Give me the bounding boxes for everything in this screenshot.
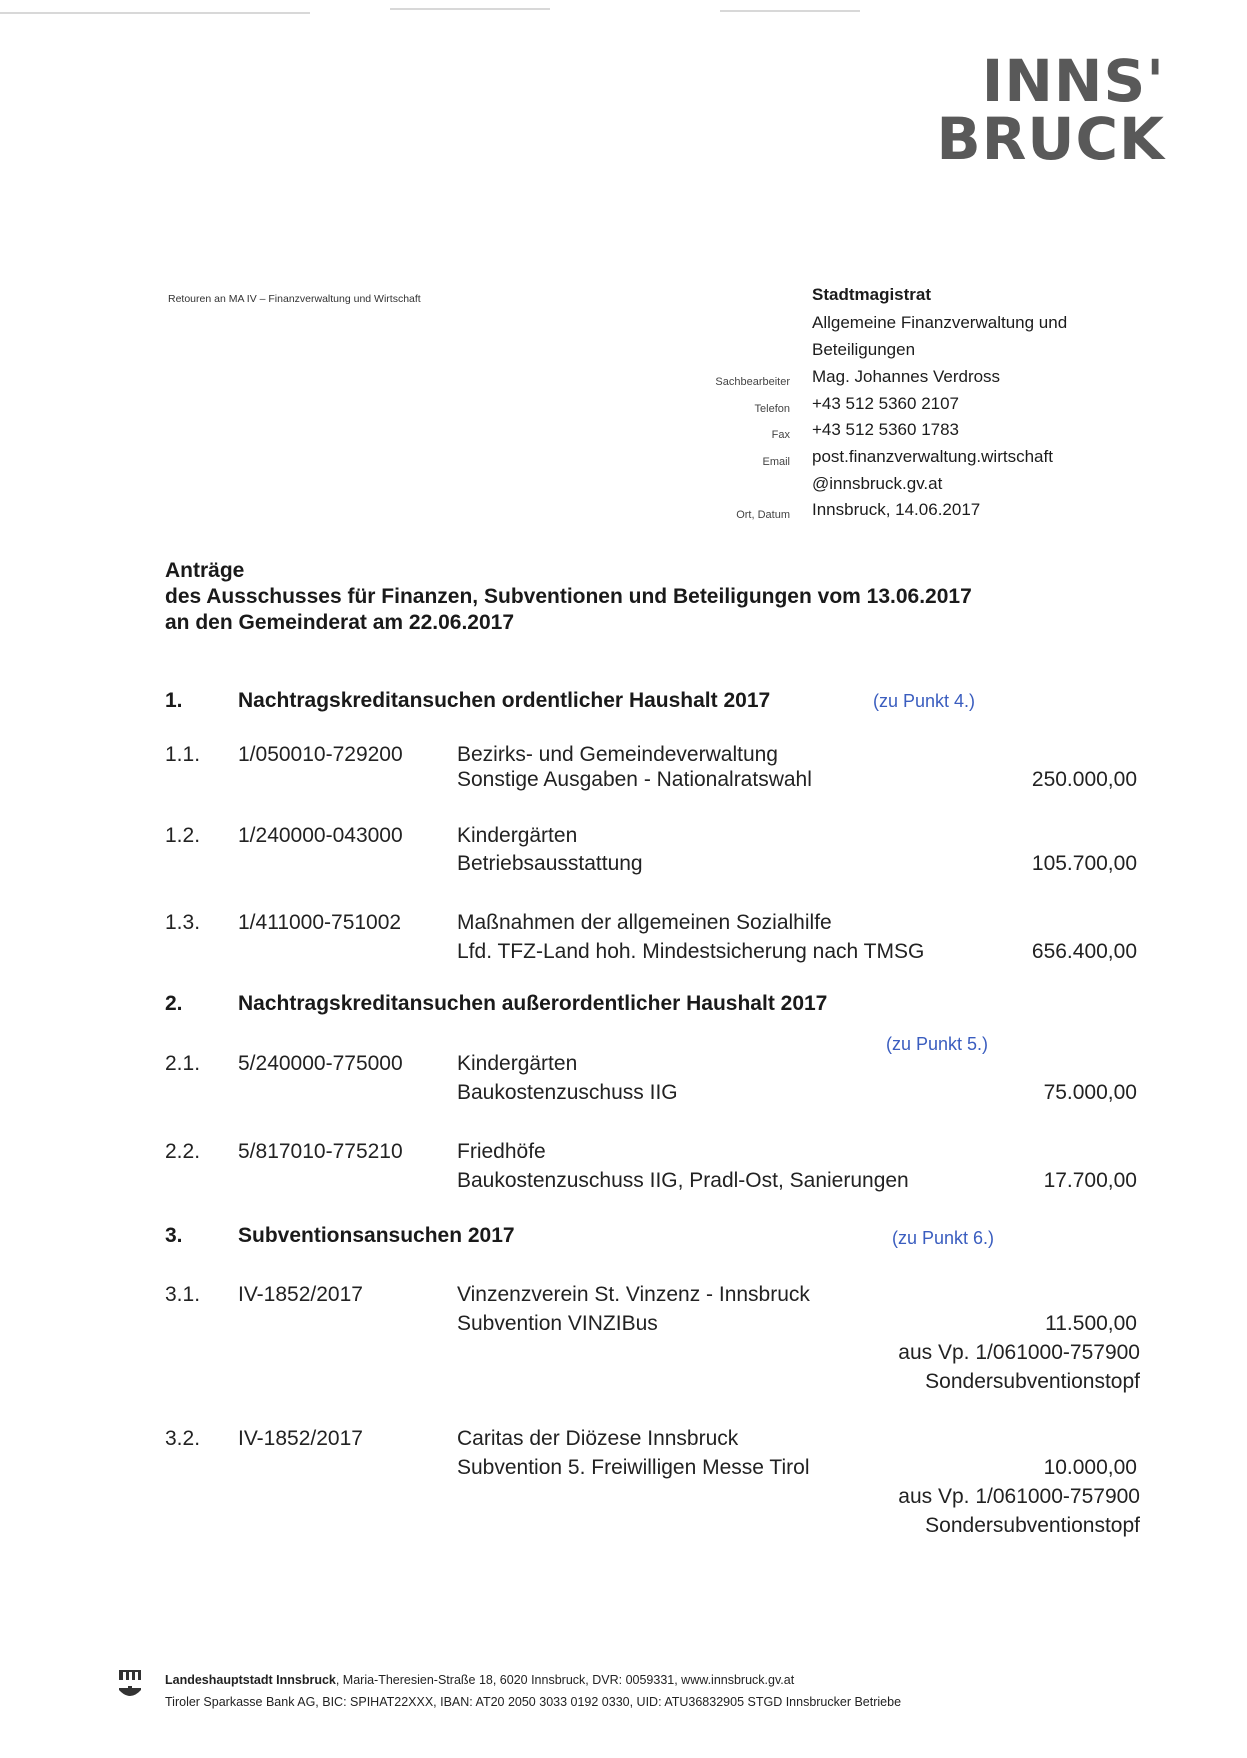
- item-account: IV-1852/2017: [238, 1283, 363, 1306]
- fax-label: Fax: [771, 429, 790, 441]
- section-number: 1.: [165, 689, 183, 712]
- item-text-2: Betriebsausstattung: [457, 852, 643, 875]
- clerk-name: Mag. Johannes Verdross: [812, 367, 1001, 386]
- item-account: 5/817010-775210: [238, 1140, 403, 1163]
- clerk-label: Sachbearbeiter: [715, 376, 790, 388]
- item-text-1: Vinzenzverein St. Vinzenz - Innsbruck: [457, 1283, 810, 1306]
- sender-dept-1: Allgemeine Finanzverwaltung und: [812, 313, 1068, 332]
- footer-address: , Maria-Theresien-Straße 18, 6020 Innsbruck, DVR: 0059331, www.innsbruck.gv.at: [335, 1673, 795, 1687]
- item-note-2: Sondersubventionstopf: [925, 1514, 1140, 1537]
- item-number: 1.2.: [165, 824, 201, 847]
- phone-label: Telefon: [754, 403, 790, 415]
- item-text-1: Maßnahmen der allgemeinen Sozialhilfe: [457, 911, 832, 934]
- doc-title-line-2: des Ausschusses für Finanzen, Subventionen und Beteiligungen vom 13.06.2017: [165, 585, 972, 608]
- item-amount: 11.500,00: [1045, 1312, 1137, 1335]
- item-amount: 105.700,00: [1031, 852, 1137, 875]
- item-text-1: Kindergärten: [457, 1052, 578, 1075]
- item-account: 5/240000-775000: [238, 1052, 403, 1075]
- scan-line: [0, 12, 310, 14]
- section-title: Nachtragskreditansuchen außerordentlicher Haushalt 2017: [238, 992, 828, 1015]
- item-note-2: Sondersubventionstopf: [925, 1370, 1140, 1393]
- doc-title-line-1: Anträge: [165, 559, 245, 582]
- footer-line-2: Tiroler Sparkasse Bank AG, BIC: SPIHAT22XXX, IBAN: AT20 2050 3033 0192 0330, UID: ATU36832905 STGD Innsbrucker Betriebe: [165, 1695, 902, 1709]
- city-emblem-icon: [118, 1668, 142, 1704]
- item-text-1: Bezirks- und Gemeindeverwaltung: [457, 743, 778, 766]
- item-text-2: Sonstige Ausgaben - Nationalratswahl: [457, 768, 812, 791]
- item-amount: 10.000,00: [1043, 1456, 1137, 1479]
- item-amount: 17.700,00: [1043, 1169, 1137, 1192]
- item-text-1: Caritas der Diözese Innsbruck: [457, 1427, 739, 1450]
- sender-dept-2: Beteiligungen: [812, 340, 916, 359]
- section-reference: (zu Punkt 4.): [873, 691, 976, 711]
- section-reference: (zu Punkt 5.): [886, 1034, 989, 1054]
- email-line-2: @innsbruck.gv.at: [812, 474, 943, 493]
- section-title: Subventionsansuchen 2017: [238, 1224, 515, 1247]
- scan-line: [390, 8, 550, 10]
- item-amount: 250.000,00: [1031, 768, 1137, 791]
- innsbruck-logo: [936, 47, 1165, 173]
- section-number: 3.: [165, 1224, 183, 1247]
- item-account: 1/240000-043000: [238, 824, 403, 847]
- item-text-2: Subvention 5. Freiwilligen Messe Tirol: [457, 1456, 810, 1479]
- sender-org: Stadtmagistrat: [812, 285, 932, 304]
- item-text-2: Baukostenzuschuss IIG, Pradl-Ost, Sanierungen: [457, 1169, 909, 1192]
- item-note-1: aus Vp. 1/061000-757900: [898, 1485, 1140, 1508]
- fax-value: +43 512 5360 1783: [812, 420, 960, 439]
- item-number: 3.1.: [165, 1283, 201, 1306]
- item-account: 1/050010-729200: [238, 743, 403, 766]
- item-amount: 75.000,00: [1043, 1081, 1137, 1104]
- logo-line-1: INNS': [981, 47, 1165, 115]
- item-amount: 656.400,00: [1031, 940, 1137, 963]
- item-number: 2.1.: [165, 1052, 201, 1075]
- phone-value: +43 512 5360 2107: [812, 394, 960, 413]
- section-title: Nachtragskreditansuchen ordentlicher Haushalt 2017: [238, 689, 771, 712]
- item-note-1: aus Vp. 1/061000-757900: [898, 1341, 1140, 1364]
- section-number: 2.: [165, 992, 183, 1015]
- footer-line-1: [165, 1673, 794, 1687]
- item-account: 1/411000-751002: [238, 911, 402, 934]
- item-text-1: Friedhöfe: [457, 1140, 546, 1163]
- logo-line-2: BRUCK: [936, 105, 1165, 173]
- section-reference: (zu Punkt 6.): [892, 1228, 995, 1248]
- item-text-2: Subvention VINZIBus: [457, 1312, 658, 1335]
- item-number: 3.2.: [165, 1427, 201, 1450]
- item-number: 1.3.: [165, 911, 201, 934]
- place-date-value: Innsbruck, 14.06.2017: [812, 500, 981, 519]
- footer-city-name: Landeshauptstadt Innsbruck: [165, 1673, 336, 1687]
- item-number: 2.2.: [165, 1140, 201, 1163]
- return-address: Retouren an MA IV – Finanzverwaltung und Wirtschaft: [168, 293, 421, 305]
- email-label: Email: [762, 456, 790, 468]
- email-line-1: post.finanzverwaltung.wirtschaft: [812, 447, 1053, 466]
- place-date-label: Ort, Datum: [736, 509, 790, 521]
- item-account: IV-1852/2017: [238, 1427, 363, 1450]
- item-text-2: Lfd. TFZ-Land hoh. Mindestsicherung nach TMSG: [457, 940, 925, 963]
- scan-line: [720, 10, 860, 12]
- doc-title-line-3: an den Gemeinderat am 22.06.2017: [165, 611, 515, 634]
- item-text-2: Baukostenzuschuss IIG: [457, 1081, 678, 1104]
- item-number: 1.1.: [165, 743, 201, 766]
- item-text-1: Kindergärten: [457, 824, 578, 847]
